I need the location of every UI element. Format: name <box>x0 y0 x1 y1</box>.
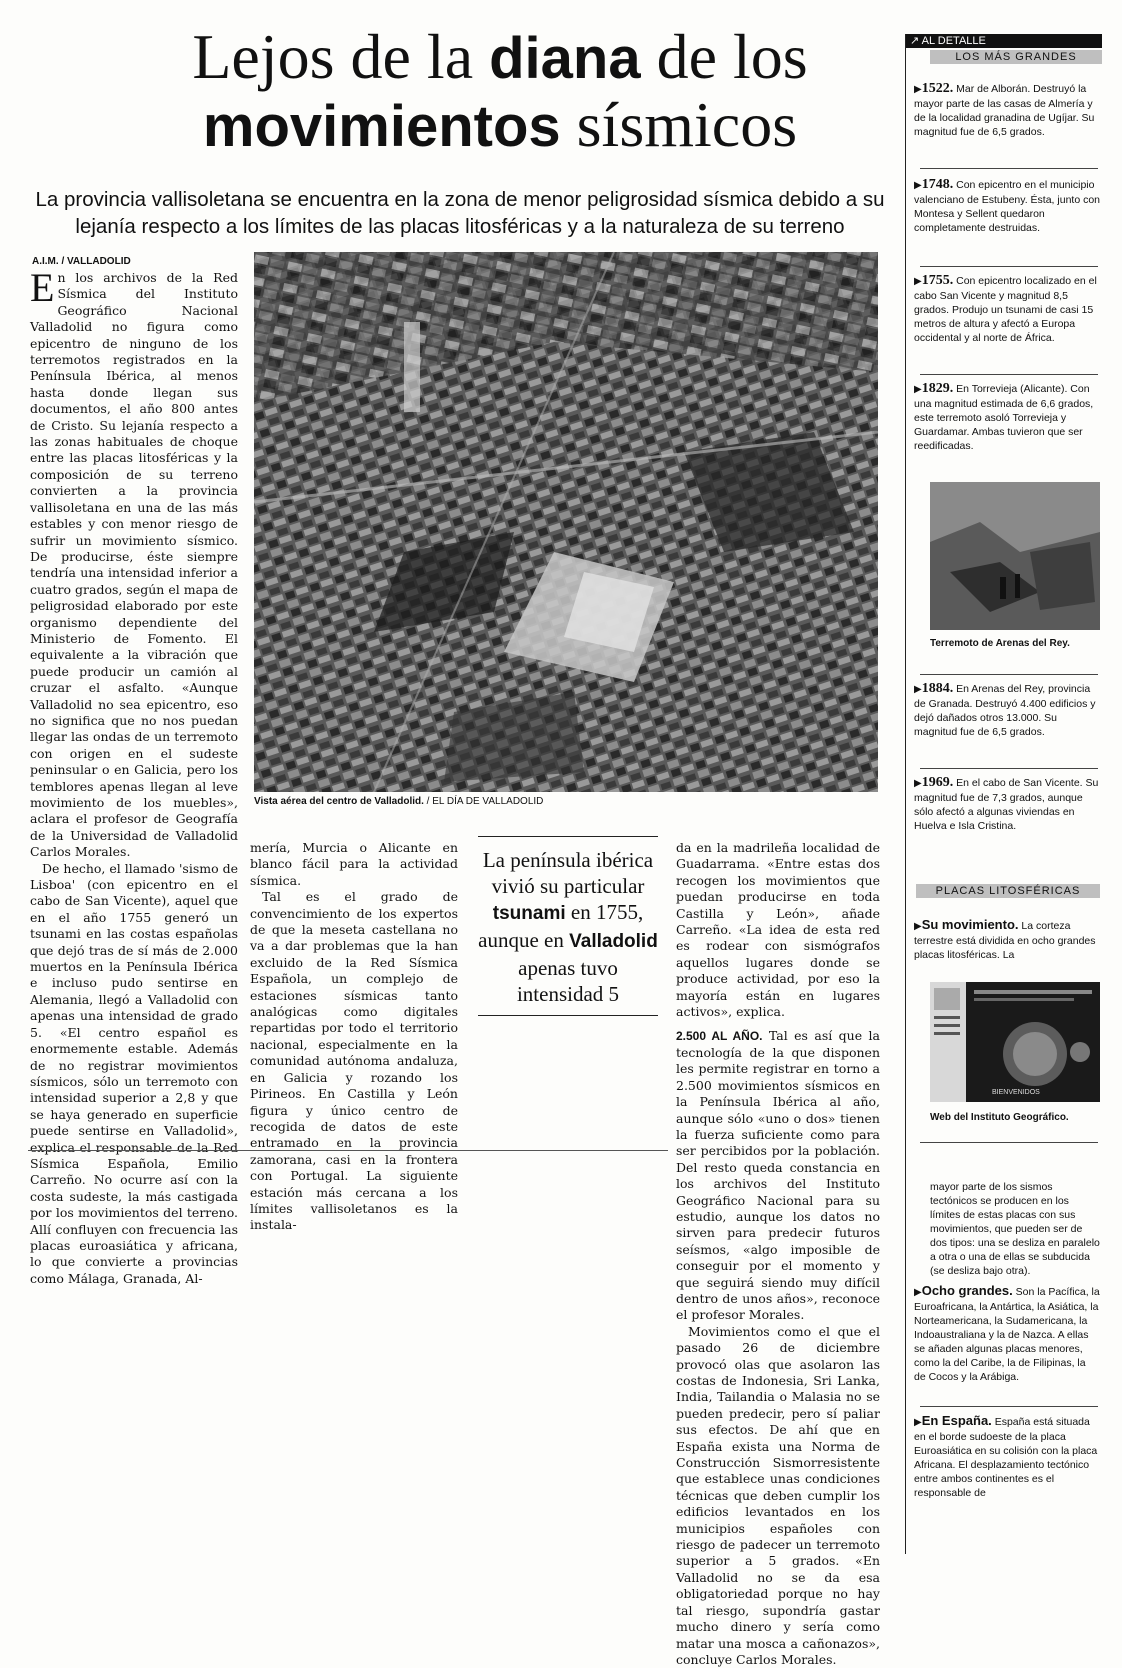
drop-cap: E <box>30 265 55 310</box>
column-2 <box>250 840 458 1234</box>
column-2-paragraph: Tal es el grado de convencimiento de los expertos de que la meseta castellana no va a dar problemas que la han excluido de la Red Sísmica Española, un complejo de estaciones sísmicas tanto analógicas como digitales repartidas por todo el territorio nacional, especialmente en la comunidad autónoma andaluza, en Galicia y rozando los Pirineos. En Castilla y León figura y único centro de recogida de datos de este entramado en la provincia zamorana, casi en la frontera con Portugal. La siguiente estación más cercana a los límites vallisoletanos es la instala- <box>250 889 458 1233</box>
earthquake-item: ▶1884. En Arenas del Rey, provincia de Granada. Destruyó 4.400 edificios y dejó dañados otros 13.000. Su magnitud fue de 6,5 grados. <box>914 681 1096 738</box>
lead-in: 2.500 AL AÑO. <box>676 1029 763 1044</box>
plates-text: mayor parte de los sismos tectónicos se producen en los límites de estas placas con sus movimientos, que pueden ser de dos tipos: una se desliza en paralelo a otra o una de ellas se subducida (se desliza bajo otra). <box>930 1181 1100 1277</box>
divider <box>28 1150 668 1151</box>
website-screenshot <box>930 982 1100 1102</box>
divider <box>920 374 1098 375</box>
website-image <box>930 982 1100 1102</box>
earthquake-item: ▶1829. En Torrevieja (Alicante). Con una magnitud estimada de 6,6 grados, este terremoto asoló Torrevieja y Guardamar. Ambas tuvieron que ser reedificadas. <box>914 381 1094 452</box>
byline: A.I.M. / VALLADOLID <box>32 256 131 267</box>
subtitle: La provincia vallisoletana se encuentra en la zona de menor peligrosidad sísmica debido a su lejanía respecto a los límites de las placas litosféricas y a la naturaleza de su terreno <box>35 188 885 238</box>
column-1-paragraph: En los archivos de la Red Sísmica del Instituto Geográfico Nacional Valladolid no figura como epicentro de ninguno de los terremotos registrados en la Península Ibérica, al menos hasta donde llegan sus documentos, el año 800 antes de Cristo. Su lejanía respecto a las zonas habituales de choque entre las placas litosféricas y la composición de su terreno convierten a la provincia vallisoletana en una de las más estables y con menor riesgo de sufrir un movimiento sísmico. De producirse, éste siempre tendría una intensidad inferior a cuatro grados, según el mapa de peligrosidad elaborado por este organismo dependiente del Ministerio de Fomento. El equivalente a la vibración que puede producir un camión al cruzar el asfalto. «Aunque Valladolid no sea epicentro, eso no significa que no nos puedan llegar las ondas de un terremoto con origen en el sudeste peninsular o en Galicia, pero los temblores apenas llegan al leve movimiento de los muebles», aclara el profesor de Geografía de la Universidad de Valladolid Carlos Morales. <box>30 265 238 860</box>
column-3-paragraph: Movimientos como el que el pasado 26 de diciembre provocó olas que asolaron las costas de Indonesia, Sri Lanka, India, Tailandia o Malasia no se pueden predecir, pero sí paliar sus efectos. De ahí que en España exista una Norma de Construcción Sismorresistente que establece unas condiciones técnicas que deben cumplir los edificios levantados en los municipios españoles con riesgo de padecer un terremoto superior a 5 grados. «En Valladolid no se da esa obligatoriedad porque no hay tal riesgo, supondría gastar mucho dinero y sería como matar una mosca a cañonazos», concluye Carlos Morales. <box>676 1323 880 1667</box>
divider <box>920 674 1098 675</box>
photo-caption: Vista aérea del centro de Valladolid. / EL DÍA DE VALLADOLID <box>254 796 544 807</box>
triangle-bullet-icon: ▶ <box>914 778 922 789</box>
triangle-bullet-icon: ▶ <box>914 84 922 95</box>
divider <box>920 1406 1098 1407</box>
triangle-bullet-icon: ▶ <box>914 180 922 191</box>
divider <box>920 266 1098 267</box>
column-1 <box>30 265 239 1287</box>
earthquake-item: ▶1748. Con epicentro en el municipio valenciano de Estubeny. Ésta, junto con Montesa y Sellent quedaron completamente destruidas. <box>914 177 1101 234</box>
triangle-bullet-icon: ▶ <box>914 384 922 395</box>
column-3-paragraph: 2.500 AL AÑO. Tal es así que la tecnología de la que disponen les permite registrar en torno a 2.500 movimientos sísmicos en la Península Ibérica al año, aunque sólo «uno o dos» tienen la fuerza suficiente como para ser percibidos por la población. Del resto queda constancia en los archivos del Instituto Geográfico Nacional para su estudio, aunque los datos no sirven para predecir futuros seísmos, «algo imposible de conseguir por el momento y que seguirá siendo muy difícil dentro de unos años», reconoce el profesor Morales. <box>676 1028 880 1323</box>
sidebar-header: ↗ AL DETALLE <box>906 34 1102 48</box>
divider <box>920 168 1098 169</box>
divider <box>920 1142 1098 1143</box>
column-3 <box>676 840 880 1668</box>
headline: Lejos de la diana de los movimientos sísmicos <box>192 21 808 160</box>
earthquake-photo <box>930 482 1100 630</box>
divider <box>920 768 1098 769</box>
column-2-paragraph: mería, Murcia o Alicante en blanco fácil para la actividad sísmica. <box>250 840 458 888</box>
aerial-photo <box>254 252 878 792</box>
earthquake-photo-caption: Terremoto de Arenas del Rey. <box>930 638 1070 649</box>
triangle-bullet-icon: ▶ <box>914 684 922 695</box>
section-band: PLACAS LITOSFÉRICAS <box>916 884 1100 898</box>
aerial-city-image <box>254 252 878 792</box>
ruins-image <box>930 482 1100 630</box>
plates-item: ▶En España. España está situada en el borde sudoeste de la placa Euroasiática en su colisión con la placa Africana. El desplazamiento tectónico entre ambos continentes es el responsable de <box>914 1413 1098 1499</box>
triangle-bullet-icon: ▶ <box>914 1417 922 1428</box>
triangle-bullet-icon: ▶ <box>914 921 922 932</box>
pull-quote: La península ibérica vivió su particular tsunami en 1755, aunque en Valladolid apenas tuvo intensidad 5 <box>478 836 658 1016</box>
website-caption: Web del Instituto Geográfico. <box>930 1112 1069 1123</box>
earthquake-item: ▶1969. En el cabo de San Vicente. Su magnitud fue de 7,3 grados, aunque sólo afectó a algunas viviendas en Huelva e Isla Cristina. <box>914 775 1099 832</box>
earthquake-item: ▶1522. Mar de Alborán. Destruyó la mayor parte de las casas de Almería y de la localidad granadina de Ugíjar. Su magnitud fue de 6,5 grados. <box>914 81 1095 138</box>
plates-item: ▶Ocho grandes. Son la Pacífica, la Euroafricana, la Antártica, la Asiática, la Norteamericana, la Sudamericana, la Indoaustraliana y la de Nazca. A ellas se añaden algunas placas menores, como la del Caribe, la de Filipinas, la de Cocos y la Arábiga. <box>914 1283 1100 1383</box>
earthquake-item: ▶1755. Con epicentro localizado en el cabo San Vicente y magnitud 8,5 grados. Produjo un tsunami de casi 15 metros de altura y afectó a Europa occidental y al norte de África. <box>914 273 1097 344</box>
triangle-bullet-icon: ▶ <box>914 276 922 287</box>
website-title: BIENVENIDOS <box>992 1089 1040 1096</box>
sidebar-subheader: LOS MÁS GRANDES <box>930 50 1102 64</box>
plates-item: ▶Su movimiento. La corteza terrestre está dividida en ocho grandes placas litosféricas. La <box>914 917 1096 961</box>
column-3-paragraph: da en la madrileña localidad de Guadarrama. «Entre estas dos recogen los movimientos que puedan producirse en toda Castilla y León», añade Carreño. «La idea de esta red es rodear con sismógrafos aquellos lugares donde se produce actividad, por eso la mayoría están en lugares activos», explica. <box>676 840 880 1020</box>
triangle-bullet-icon: ▶ <box>914 1287 922 1298</box>
column-1-paragraph: De hecho, el llamado 'sismo de Lisboa' (con epicentro en el cabo de San Vicente), aquel que en el año 1755 generó un tsunami en las costas españolas que dejó tras de sí más de 2.000 muertos en la Península Ibérica e incluso pudo sentirse en Alemania, llegó a Valladolid con apenas una intensidad de grado 5. «El centro español es enormemente estable. Además de no registrar movimientos sísmicos, sólo un terremoto con intensidad superior a 2,8 y que se haya generado en superficie puede sentirse en Valladolid», explica el responsable de la Red Sísmica Española, Emilio Carreño. No ocurre así con la costa sudeste, la más castigada por los movimientos del terreno. Allí confluyen con frecuencia las placas euroasiática y africana, lo que convierte a provincias como Málaga, Granada, Al- <box>30 860 239 1286</box>
sidebar <box>905 34 1104 1554</box>
